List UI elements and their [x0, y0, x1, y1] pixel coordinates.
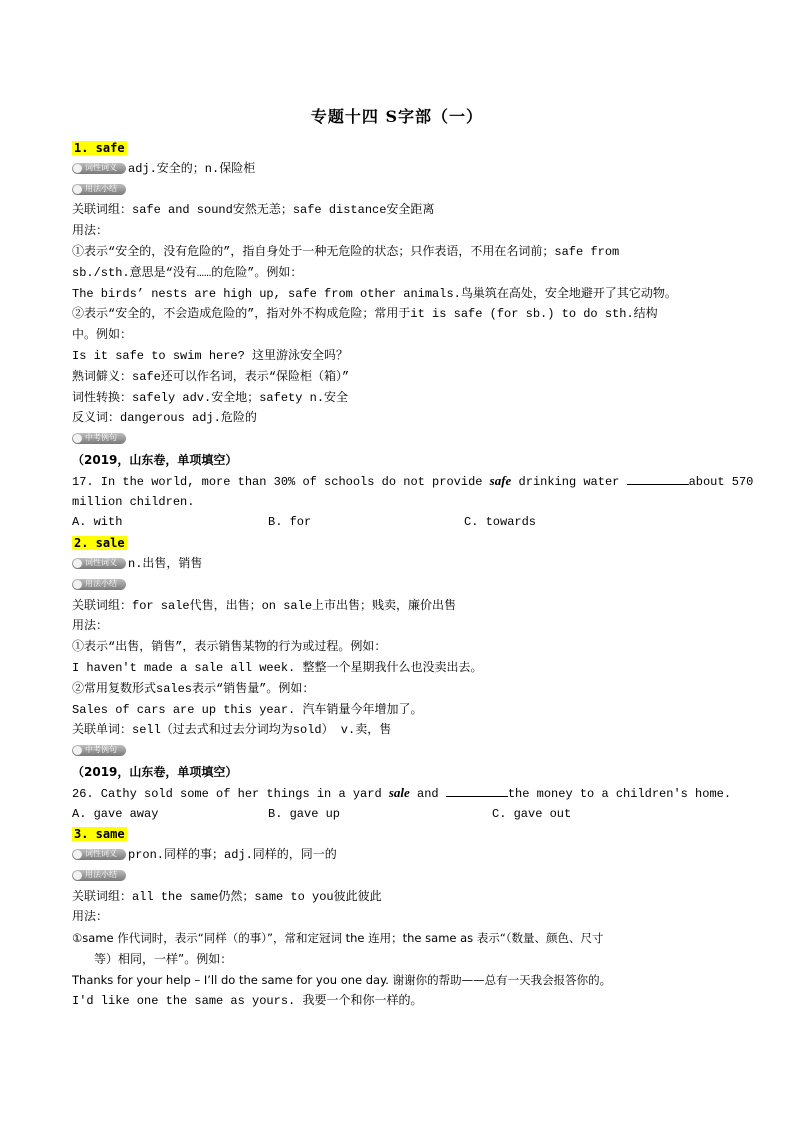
answer-options — [72, 804, 724, 825]
usage-label: 用法： — [72, 619, 109, 634]
question-keyword: sale — [388, 784, 410, 800]
pos-text: pron.同样的事；adj.同样的，同一的 — [128, 848, 337, 863]
option-c: C. gave out — [492, 806, 572, 821]
entry-sale-usage-badge — [72, 575, 724, 596]
usage-point: ①表示“安全的，没有危险的”，指自身处于一种无危险的状态；只作表语，不用在名词前；safe from — [72, 244, 620, 259]
exam-source: （2019，山东卷，单项填空） — [72, 764, 238, 779]
usage-badge-icon: 用法小结 — [72, 184, 126, 195]
usage-point-cont: sb./sth.意思是“没有……的危险”。例如： — [72, 265, 303, 280]
related-phrases: 关联词组：all the same仍然；same to you彼此彼此 — [72, 889, 382, 904]
option-a: A. with — [72, 515, 123, 530]
document-content — [72, 138, 754, 1011]
word-conversion: 词性转换：safely adv.安全地；safety n.安全 — [72, 390, 349, 405]
entry-same-heading — [72, 824, 724, 845]
answer-blank — [627, 472, 689, 485]
example-sentence: I'd like one the same as yours. 我要一个和你一样的。 — [72, 993, 423, 1008]
familiar-word-rare-meaning: 熟词僻义：safe还可以作名词，表示“保险柜（箱）” — [72, 369, 350, 384]
entry-safe-pos — [72, 159, 724, 180]
usage-point: ①表示“出售，销售”，表示销售某物的行为或过程。例如： — [72, 640, 387, 655]
usage-label: 用法： — [72, 910, 109, 925]
entry-same-pos — [72, 845, 724, 866]
pos-text: adj.安全的；n.保险柜 — [128, 161, 256, 176]
headword-sale: 2. sale — [74, 536, 125, 551]
example-sentence: I haven't made a sale all week. 整整一个星期我什么也没卖出去。 — [72, 660, 483, 675]
pos-badge-icon: 词性词义 — [72, 163, 126, 174]
option-b: B. gave up — [268, 806, 341, 821]
headword-same: 3. same — [74, 827, 125, 842]
option-a: A. gave away — [72, 806, 159, 821]
exam-badge-icon: 中考例句 — [72, 433, 126, 444]
related-phrases: 关联词组：safe and sound安然无恙；safe distance安全距离 — [72, 203, 435, 218]
usage-point-cont: 等）相同，一样”。例如： — [94, 952, 233, 967]
option-b: B. for — [268, 515, 312, 530]
related-phrases: 关联词组：for sale代售，出售；on sale上市出售；贱卖，廉价出售 — [72, 598, 457, 613]
usage-point-cont: 中。例如： — [72, 328, 133, 343]
usage-badge-icon: 用法小结 — [72, 579, 126, 590]
page-title: 专题十四 S字部（一） — [310, 107, 484, 126]
entry-sale-pos — [72, 554, 724, 575]
example-sentence: Thanks for your help – I’ll do the same for you one day. 谢谢你的帮助——总有一天我会报答你的。 — [72, 972, 612, 987]
pos-text: n.出售，销售 — [128, 556, 203, 571]
entry-same-usage-badge — [72, 866, 724, 887]
option-c: C. towards — [464, 515, 537, 530]
exam-question: 26. Cathy sold some of her things in a yard sale and the money to a children's home. — [72, 784, 732, 801]
answer-blank — [446, 784, 508, 797]
pos-badge-icon: 词性词义 — [72, 849, 126, 860]
exam-question-cont: million children. — [72, 494, 195, 509]
exam-badge-icon: 中考例句 — [72, 745, 126, 756]
example-sentence: The birds’ nests are high up, safe from other animals.鸟巢筑在高处，安全地避开了其它动物。 — [72, 286, 677, 301]
pos-badge-icon: 词性词义 — [72, 558, 126, 569]
example-sentence: Sales of cars are up this year. 汽车销量今年增加了。 — [72, 702, 423, 717]
exam-question: 17. In the world, more than 30% of schools do not provide safe drinking water about 570 — [72, 472, 754, 489]
exam-badge-row — [72, 741, 724, 762]
related-word: 关联单词：sell（过去式和过去分词均为sold） v.卖，售 — [72, 723, 392, 738]
usage-point: ②常用复数形式sales表示“销售量”。例如： — [72, 681, 315, 696]
exam-source: （2019，山东卷，单项填空） — [72, 452, 238, 467]
example-sentence: Is it safe to swim here? 这里游泳安全吗？ — [72, 348, 349, 363]
question-keyword: safe — [489, 472, 512, 488]
answer-options — [72, 512, 724, 533]
headword-safe: 1. safe — [74, 141, 125, 155]
entry-safe-heading — [72, 138, 724, 159]
usage-point: ①same 作代词时，表示“同样（的事）”，常和定冠词 the 连用；the same as 表示“（数量、颜色、尺寸 — [72, 931, 604, 946]
usage-point: ②表示“安全的，不会造成危险的”，指对外不构成危险；常用于it is safe (for sb.) to do sth.结构 — [72, 307, 658, 322]
usage-badge-icon: 用法小结 — [72, 870, 126, 881]
entry-sale-heading — [72, 533, 724, 554]
antonym: 反义词：dangerous adj.危险的 — [72, 411, 257, 426]
usage-label: 用法： — [72, 224, 109, 239]
entry-safe-usage-badge — [72, 180, 724, 201]
exam-badge-row — [72, 429, 724, 450]
